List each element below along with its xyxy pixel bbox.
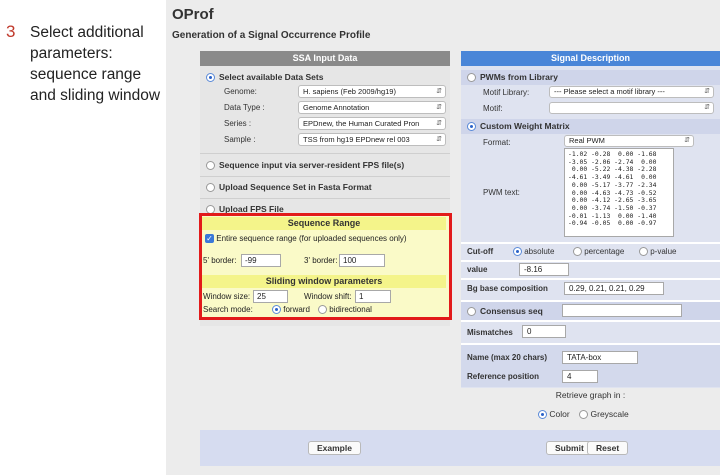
signal-panel-title: Signal Description <box>461 51 720 66</box>
custom-matrix-option[interactable] <box>461 119 720 134</box>
mismatches-label: Mismatches <box>467 328 513 337</box>
series-label: Series : <box>224 119 252 128</box>
chevron-updown-icon: ⇵ <box>436 136 442 143</box>
format-value: Real PWM <box>569 136 605 145</box>
format-select[interactable] <box>564 135 694 147</box>
retrieve-label: Retrieve graph in : <box>555 390 626 400</box>
pvalue-label: p-value <box>650 247 677 256</box>
sliding-window-title: Sliding window parameters <box>202 275 446 288</box>
pvalue-option[interactable] <box>639 247 676 256</box>
motif-library-label: Motif Library: <box>483 88 530 97</box>
mismatches-input[interactable]: 0 <box>522 325 566 338</box>
divider <box>461 278 720 280</box>
divider <box>200 198 450 199</box>
color-radio[interactable] <box>538 410 547 419</box>
fps-server-radio[interactable] <box>206 161 215 170</box>
percentage-label: percentage <box>584 247 625 256</box>
name-label: Name (max 20 chars) <box>467 353 548 362</box>
motif-library-value: --- Please select a motif library --- <box>554 87 665 96</box>
window-size-label: Window size: <box>203 292 251 301</box>
pwm-library-label: PWMs from Library <box>480 72 558 82</box>
percentage-radio[interactable] <box>573 247 582 256</box>
step-line: Select additional <box>30 24 144 41</box>
ssa-panel-title: SSA Input Data <box>200 51 450 66</box>
chevron-updown-icon: ⇵ <box>436 104 442 111</box>
absolute-radio[interactable] <box>513 247 522 256</box>
series-value: EPDnew, the Human Curated Pron <box>303 119 420 128</box>
divider <box>200 176 450 177</box>
divider <box>461 320 720 322</box>
search-mode-label: Search mode: <box>203 305 253 314</box>
submit-button[interactable]: Submit <box>546 441 593 455</box>
sequence-range-title: Sequence Range <box>202 217 446 230</box>
greyscale-option[interactable] <box>579 409 629 419</box>
genome-select[interactable] <box>298 85 446 98</box>
pwm-text-label: PWM text: <box>483 188 520 197</box>
bg-composition-input[interactable]: 0.29, 0.21, 0.21, 0.29 <box>564 282 664 295</box>
fps-server-option[interactable] <box>206 160 404 170</box>
chevron-updown-icon: ⇵ <box>436 120 442 127</box>
window-shift-input[interactable]: 1 <box>355 290 391 303</box>
border3-input[interactable]: 100 <box>339 254 385 267</box>
datatype-select[interactable] <box>298 101 446 114</box>
custom-matrix-label: Custom Weight Matrix <box>480 121 570 131</box>
refpos-input[interactable]: 4 <box>562 370 598 383</box>
bidirectional-label: bidirectional <box>329 305 372 314</box>
forward-label: forward <box>283 305 310 314</box>
pwm-textarea[interactable]: -1.02 -0.28 0.00 -1.68 -3.05 -2.06 -2.74 0.00 0.00 -5.22 -4.38 -2.28 -4.61 -3.49 -4.61 0.00 0.00 -5.17 -3.77 -2.34 0.00 -4.63 -4.73 -0.52 0.00 -4.12 -2.65 -3.65 0.00 -3.74 -1.50 -0.37 -0.01 -1.13 0.00 -1.40 -0.94 -0.05 0.00 -0.97 <box>564 148 674 237</box>
chevron-updown-icon: ⇵ <box>704 104 710 111</box>
sample-value: TSS from hg19 EPDnew rel 003 <box>303 135 410 144</box>
chevron-updown-icon: ⇵ <box>704 88 710 95</box>
fasta-radio[interactable] <box>206 183 215 192</box>
genome-label: Genome: <box>224 87 257 96</box>
series-select[interactable] <box>298 117 446 130</box>
motif-library-select[interactable] <box>549 86 714 98</box>
format-label: Format: <box>483 138 511 147</box>
reset-button[interactable]: Reset <box>587 441 628 455</box>
sample-label: Sample : <box>224 135 256 144</box>
value-input[interactable]: -8.16 <box>519 263 569 276</box>
datasets-label: Select available Data Sets <box>219 72 324 82</box>
name-input[interactable]: TATA-box <box>562 351 638 364</box>
pvalue-radio[interactable] <box>639 247 648 256</box>
signal-description-panel <box>461 66 720 388</box>
fasta-label: Upload Sequence Set in Fasta Format <box>219 182 372 192</box>
fasta-option[interactable] <box>206 182 372 192</box>
divider <box>200 153 450 154</box>
footer-bar <box>200 430 720 466</box>
consensus-label: Consensus seq <box>480 306 543 316</box>
sample-select[interactable] <box>298 133 446 146</box>
window-shift-label: Window shift: <box>304 292 352 301</box>
border5-input[interactable]: -99 <box>241 254 281 267</box>
consensus-radio[interactable] <box>467 307 476 316</box>
color-label: Color <box>549 409 570 419</box>
pwm-library-option[interactable] <box>461 70 720 85</box>
greyscale-radio[interactable] <box>579 410 588 419</box>
window-size-input[interactable]: 25 <box>253 290 288 303</box>
step-line: and sliding window <box>30 87 161 104</box>
absolute-option[interactable] <box>513 247 554 256</box>
step-number: 3 <box>6 22 16 41</box>
divider <box>461 260 720 262</box>
datasets-option[interactable] <box>206 72 323 82</box>
page-subtitle: Generation of a Signal Occurrence Profile <box>172 30 371 41</box>
color-options <box>538 409 629 419</box>
percentage-option[interactable] <box>573 247 624 256</box>
bg-composition-label: Bg base composition <box>467 284 548 293</box>
oprof-app <box>166 0 720 475</box>
page-title: OProf <box>172 6 214 23</box>
border5-label: 5' border: <box>203 256 237 265</box>
pwm-library-radio[interactable] <box>467 73 476 82</box>
absolute-label: absolute <box>524 247 555 256</box>
cutoff-label: Cut-off <box>467 247 494 256</box>
color-option[interactable] <box>538 409 570 419</box>
greyscale-label: Greyscale <box>590 409 629 419</box>
example-button[interactable]: Example <box>308 441 361 455</box>
motif-select[interactable] <box>549 102 714 114</box>
motif-label: Motif: <box>483 104 503 113</box>
fps-server-label: Sequence input via server-resident FPS file(s) <box>219 160 405 170</box>
value-label: value <box>467 265 488 274</box>
genome-value: H. sapiens (Feb 2009/hg19) <box>303 87 396 96</box>
consensus-input[interactable] <box>562 304 682 317</box>
fps-upload-label: Upload FPS File <box>219 204 284 214</box>
divider <box>461 242 720 244</box>
datatype-label: Data Type : <box>224 103 265 112</box>
datatype-value: Genome Annotation <box>303 103 370 112</box>
highlight-outline <box>199 213 452 320</box>
chevron-updown-icon: ⇵ <box>684 137 690 144</box>
check-icon[interactable]: ✓ <box>206 234 213 244</box>
chevron-updown-icon: ⇵ <box>436 88 442 95</box>
refpos-label: Reference position <box>467 372 540 381</box>
border3-label: 3' border: <box>304 256 338 265</box>
datasets-radio[interactable] <box>206 73 215 82</box>
step-line: sequence range <box>30 66 142 83</box>
step-line: parameters: <box>30 45 113 62</box>
custom-matrix-radio[interactable] <box>467 122 476 131</box>
entire-range-label: Entire sequence range (for uploaded sequences only) <box>216 234 407 243</box>
